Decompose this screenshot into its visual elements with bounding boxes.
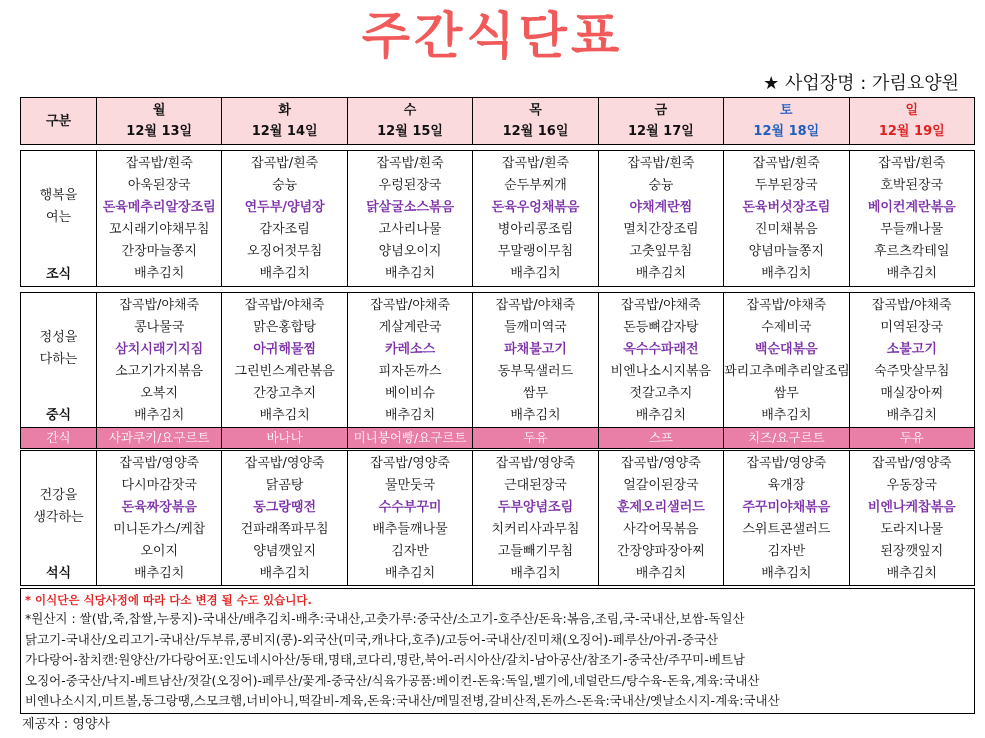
- main-dish: 아귀해물찜: [253, 342, 317, 357]
- menu-item: 배추김치: [134, 408, 185, 423]
- menu-item: 배추김치: [134, 266, 185, 281]
- origin-line: 오징어-중국산/낙지-베트남산/젓갈(오징어)-페루산/꽃게-중국산/식육가공품:베이컨-돈육:독일,벨기에,네덜란드/탕수육-돈육,계육:국내산: [25, 672, 760, 688]
- menu-item: 잡곡밥/야채죽: [621, 298, 701, 313]
- menu-item: 잡곡밥/영양죽: [244, 456, 325, 471]
- menu-item: 무들깨나물: [880, 222, 944, 237]
- menu-item: 육개장: [767, 478, 806, 493]
- origin-line: *원산지 : 쌀(밥,죽,찹쌀,누룽지)-국내산/배추김치-배추:국내산,고춧가루:중국산/소고기-호주산/돈육:볶음,조림,국-국내산,보쌈-독일산: [25, 611, 745, 626]
- day-header: [849, 98, 974, 145]
- menu-item: 비엔나소시지볶음: [610, 364, 712, 379]
- menu-item: 배추김치: [510, 408, 561, 423]
- breakfast-day-cell: [222, 151, 347, 287]
- main-dish: 돈육우엉채볶음: [491, 200, 580, 215]
- breakfast-day-cell: [598, 151, 723, 287]
- header-table: [20, 97, 975, 145]
- menu-item: 두부된장국: [754, 178, 818, 193]
- menu-item: 배추김치: [259, 266, 310, 281]
- menu-item: 우동장국: [886, 478, 937, 493]
- menu-item: 꽈리고추메추리알조림: [724, 364, 850, 379]
- lunch-day-cell: [849, 293, 974, 428]
- main-dish: 소불고기: [886, 342, 937, 357]
- provider: 제공자 : 영양사: [22, 717, 110, 732]
- menu-item: 다시마감잣국: [121, 478, 197, 493]
- day-header: [724, 98, 849, 145]
- dinner-day-cell: [724, 451, 849, 586]
- menu-item: 감자조림: [259, 222, 310, 237]
- main-dish: 닭살굴소스볶음: [366, 200, 454, 215]
- dinner-meal-name: 석식: [45, 566, 72, 581]
- day-header: [598, 98, 723, 145]
- snack-cell: 사과쿠키/요구르트: [97, 428, 222, 449]
- dinner-label-1: 건강을: [39, 488, 78, 503]
- menu-item: 잡곡밥/영양죽: [871, 456, 952, 471]
- snack-cell: 두유: [473, 428, 598, 449]
- day-header: [222, 98, 347, 145]
- origin-line: 가다랑어-참치캔:원양산/가다랑어포:인도네시아산/동태,명태,코다리,명란,북어-러시아산/갈치-남아공산/참조기-중국산/주꾸미-베트남: [25, 652, 745, 667]
- menu-item: 쌈무: [773, 386, 799, 401]
- menu-item: 잡곡밥/야채죽: [119, 298, 200, 313]
- menu-item: 사각어묵볶음: [623, 522, 699, 537]
- breakfast-label: [21, 151, 97, 287]
- menu-item: 김자반: [391, 544, 429, 559]
- day-date: 12월 13일: [126, 124, 193, 139]
- menu-item: 물만둣국: [384, 478, 436, 493]
- main-dish: 베이컨계란볶음: [867, 200, 956, 215]
- menu-item: 건파래쪽파무침: [240, 522, 329, 537]
- menu-item: 잡곡밥/야채죽: [370, 298, 450, 313]
- notes-box: [20, 588, 975, 714]
- menu-item: 배추김치: [384, 566, 436, 581]
- lunch-label-2: 다하는: [39, 352, 78, 367]
- lunch-day-cell: [598, 293, 723, 428]
- menu-item: 멸치간장조림: [623, 222, 699, 237]
- menu-item: 잡곡밥/흰죽: [627, 156, 695, 171]
- day-date: 12월 16일: [502, 124, 569, 139]
- dinner-day-cell: [97, 451, 222, 586]
- day-name: 일: [905, 103, 919, 118]
- dinner-day-cell: [222, 451, 347, 586]
- menu-item: 잡곡밥/흰죽: [752, 156, 820, 171]
- lunch-label: [21, 293, 97, 428]
- menu-item: 잡곡밥/흰죽: [251, 156, 319, 171]
- main-dish: 동그랑땡전: [253, 500, 317, 515]
- menu-item: 오징어젓무침: [246, 244, 323, 259]
- menu-item: 젓갈고추지: [629, 386, 693, 401]
- main-dish: 수수부꾸미: [378, 500, 442, 515]
- menu-item: 숭늉: [648, 178, 674, 193]
- snack-cell: 미니붕어빵/요구르트: [347, 428, 472, 449]
- menu-item: 배추김치: [886, 408, 937, 423]
- dinner-label-2: 생각하는: [33, 510, 84, 525]
- main-dish: 옥수수파래전: [623, 342, 699, 357]
- menu-item: 배추김치: [259, 566, 310, 581]
- main-dish: 주꾸미야채볶음: [742, 500, 831, 515]
- menu-item: 그린빈스계란볶음: [234, 364, 335, 379]
- facility-name: ★ 사업장명 : 가림요양원: [763, 73, 959, 94]
- day-name: 토: [780, 103, 793, 118]
- snack-cell: 스프: [598, 428, 723, 449]
- menu-item: 미니돈가스/케찹: [113, 522, 206, 537]
- lunch-label-1: 정성을: [39, 330, 78, 345]
- dinner-table: [20, 450, 975, 586]
- day-name: 수: [403, 103, 417, 118]
- menu-item: 오이지: [140, 544, 179, 559]
- menu-item: 배추김치: [635, 266, 687, 281]
- menu-item: 얼갈이된장국: [623, 478, 699, 493]
- menu-item: 배추김치: [886, 566, 937, 581]
- menu-item: 잡곡밥/영양죽: [621, 456, 701, 471]
- day-header: [473, 98, 598, 145]
- menu-item: 진미채볶음: [754, 222, 818, 237]
- breakfast-day-cell: [473, 151, 598, 287]
- menu-item: 수제비국: [761, 320, 812, 335]
- snack-label: 간식: [21, 428, 97, 449]
- lunch-day-cell: [724, 293, 849, 428]
- day-name: 월: [152, 103, 166, 118]
- breakfast-day-cell: [724, 151, 849, 287]
- menu-item: 잡곡밥/야채죽: [244, 298, 325, 313]
- lunch-table: [20, 292, 975, 449]
- lunch-day-cell: [473, 293, 598, 428]
- dinner-day-cell: [849, 451, 974, 586]
- menu-item: 잡곡밥/흰죽: [501, 156, 570, 171]
- menu-item: 숙주맛살무침: [874, 364, 950, 379]
- menu-item: 간장마늘쫑지: [121, 244, 197, 259]
- menu-item: 배추김치: [510, 266, 561, 281]
- day-date: 12월 14일: [251, 124, 318, 139]
- menu-item: 잡곡밥/야채죽: [871, 298, 952, 313]
- menu-item: 배추김치: [761, 408, 812, 423]
- menu-item: 배추들깨나물: [372, 522, 448, 537]
- menu-item: 잡곡밥/흰죽: [878, 156, 946, 171]
- menu-item: 된장깻잎지: [880, 544, 944, 559]
- lunch-day-cell: [97, 293, 222, 428]
- dinner-day-cell: [347, 451, 472, 586]
- day-header: [347, 98, 472, 145]
- menu-item: 아욱된장국: [127, 178, 191, 193]
- menu-item: 오복지: [140, 386, 179, 401]
- menu-item: 소고기가지볶음: [115, 364, 204, 379]
- menu-item: 배추김치: [635, 566, 687, 581]
- origin-line: 닭고기-국내산/오리고기-국내산/두부류,콩비지(콩)-외국산(미국,캐나다,호주)/고등어-국내산/진미채(오징어)-페루산/아귀-중국산: [25, 631, 719, 647]
- menu-item: 베이비슈: [384, 386, 436, 401]
- day-date: 12월 17일: [627, 124, 694, 139]
- menu-item: 배추김치: [761, 566, 812, 581]
- menu-item: 맑은홍합탕: [253, 320, 317, 335]
- header-label: 구분: [21, 98, 97, 145]
- main-dish: 백순대볶음: [754, 342, 818, 357]
- breakfast-day-cell: [849, 151, 974, 287]
- dinner-day-cell: [598, 451, 723, 586]
- lunch-meal-name: 중식: [45, 408, 72, 423]
- menu-item: 배추김치: [761, 266, 812, 281]
- menu-item: 꼬시래기야채무침: [108, 222, 210, 237]
- menu-item: 병아리콩조림: [497, 222, 574, 237]
- snack-cell: 치즈/요구르트: [724, 428, 849, 449]
- origin-line: 비엔나소시지,미트볼,동그랑땡,스모크햄,너비아니,떡갈비-계육,돈육:국내산/메밀전병,갈비산적,돈까스-돈육:국내산/옛날소시지-계육:국내산: [25, 693, 780, 708]
- main-dish: 파채불고기: [504, 342, 567, 357]
- menu-item: 잡곡밥/영양죽: [746, 456, 827, 471]
- lunch-day-cell: [222, 293, 347, 428]
- menu-item: 김자반: [767, 544, 806, 559]
- breakfast-label-1: 행복을: [39, 188, 78, 203]
- main-dish: 비엔나케찹볶음: [867, 500, 956, 515]
- dinner-day-cell: [473, 451, 598, 586]
- day-date: 12월 19일: [878, 124, 945, 139]
- main-dish: 연두부/양념장: [244, 200, 325, 215]
- snack-cell: 두유: [849, 428, 974, 449]
- menu-item: 잡곡밥/야채죽: [746, 298, 827, 313]
- menu-item: 배추김치: [259, 408, 310, 423]
- main-dish: 돈육짜장볶음: [121, 500, 197, 515]
- dinner-label: [21, 451, 97, 586]
- menu-item: 매실장아찌: [880, 386, 944, 401]
- menu-item: 배추김치: [384, 266, 436, 281]
- menu-item: 양념마늘쫑지: [748, 244, 824, 259]
- breakfast-day-cell: [97, 151, 222, 287]
- menu-item: 간장고추지: [253, 386, 317, 401]
- menu-item: 들깨미역국: [504, 320, 567, 335]
- menu-item: 숭늉: [272, 178, 298, 193]
- change-warning: * 이식단은 식당사정에 따라 다소 변경 될 수도 있습니다.: [25, 593, 312, 607]
- day-name: 화: [278, 103, 291, 118]
- menu-item: 쌈무: [522, 386, 549, 401]
- menu-item: 돈등뼈감자탕: [623, 320, 699, 335]
- menu-item: 배추김치: [134, 566, 185, 581]
- menu-item: 잡곡밥/흰죽: [125, 156, 193, 171]
- main-dish: 두부양념조림: [497, 500, 574, 515]
- menu-item: 잡곡밥/야채죽: [495, 298, 576, 313]
- main-dish: 돈육버섯장조림: [742, 200, 831, 215]
- menu-item: 배추김치: [510, 566, 561, 581]
- breakfast-label-2: 여는: [45, 210, 72, 225]
- menu-item: 순두부찌개: [504, 178, 567, 193]
- menu-item: 배추김치: [635, 408, 687, 423]
- menu-item: 양념깻잎지: [253, 544, 317, 559]
- day-date: 12월 15일: [377, 124, 443, 139]
- menu-item: 배추김치: [886, 266, 937, 281]
- menu-item: 피자돈까스: [378, 364, 442, 379]
- menu-item: 콩나물국: [134, 320, 185, 335]
- day-date: 12월 18일: [753, 124, 820, 139]
- menu-item: 고사리나물: [378, 222, 442, 237]
- menu-item: 무말랭이무침: [497, 244, 574, 259]
- menu-item: 잡곡밥/영양죽: [119, 456, 200, 471]
- menu-item: 게살계란국: [378, 320, 442, 335]
- menu-item: 미역된장국: [880, 320, 944, 335]
- menu-item: 잡곡밥/영양죽: [370, 456, 450, 471]
- menu-item: 잡곡밥/흰죽: [376, 156, 444, 171]
- menu-item: 후르츠칵테일: [874, 244, 950, 259]
- day-header: [97, 98, 222, 145]
- menu-item: 동부묵샐러드: [497, 364, 574, 379]
- breakfast-table: [20, 150, 975, 287]
- main-dish: 돈육메추리알장조림: [102, 200, 216, 215]
- page-title: 주간식단표: [361, 7, 624, 65]
- menu-item: 스위트콘샐러드: [742, 522, 831, 537]
- breakfast-day-cell: [347, 151, 472, 287]
- main-dish: 삼치시래기지짐: [115, 342, 204, 357]
- day-name: 금: [654, 103, 668, 118]
- lunch-day-cell: [347, 293, 472, 428]
- breakfast-meal-name: 조식: [45, 267, 72, 282]
- menu-item: 고들빼기무침: [497, 544, 574, 559]
- menu-item: 닭곰탕: [265, 478, 304, 493]
- menu-item: 간장양파장아찌: [616, 544, 705, 559]
- menu-item: 고춧잎무침: [629, 244, 693, 259]
- menu-item: 근대된장국: [504, 478, 567, 493]
- snack-cell: 바나나: [222, 428, 347, 449]
- main-dish: 야채계란찜: [629, 200, 693, 215]
- menu-item: 양념오이지: [378, 244, 442, 259]
- menu-item: 우렁된장국: [378, 178, 442, 193]
- menu-item: 치커리사과무침: [491, 522, 580, 537]
- main-dish: 카레소스: [384, 342, 436, 357]
- main-dish: 훈제오리샐러드: [616, 500, 705, 515]
- menu-item: 호박된장국: [880, 178, 944, 193]
- menu-item: 도라지나물: [880, 522, 944, 537]
- menu-item: 배추김치: [384, 408, 436, 423]
- day-name: 목: [529, 103, 542, 118]
- menu-item: 잡곡밥/영양죽: [495, 456, 576, 471]
